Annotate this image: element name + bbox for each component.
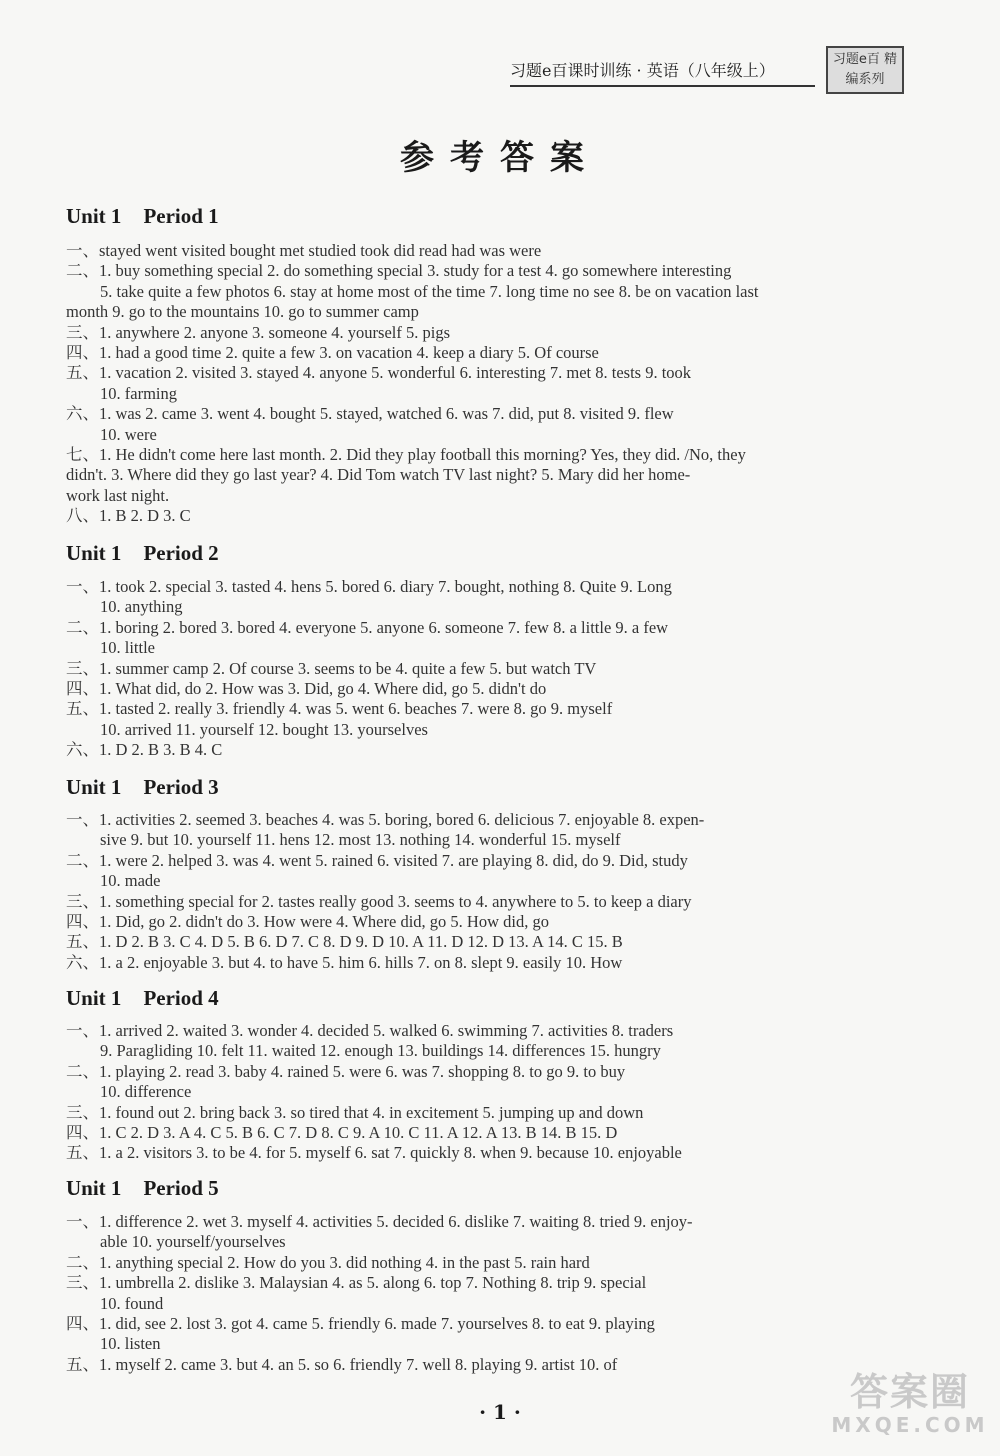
page-title: 参考答案 [400,138,600,178]
answer-line: 四、1. C 2. D 3. A 4. C 5. B 6. C 7. D 8. C 9. A 10. C 11. A 12. A 13. B 14. B 15. D [66,1122,618,1142]
answer-line: 五、1. a 2. visitors 3. to be 4. for 5. myself 6. sat 7. quickly 8. when 9. because 10. enjoyable [66,1143,682,1163]
answer-line: 七、1. He didn't come here last month. 2. Did they play football this morning? Yes, they did. /No, they [66,444,746,464]
period-label: Period 4 [143,986,219,1010]
answer-line: 10. found [100,1293,164,1313]
answer-line: 五、1. vacation 2. visited 3. stayed 4. anyone 5. wonderful 6. interesting 7. met 8. tests 9. took [66,363,692,383]
answer-block [66,577,906,761]
unit-label: Unit 1 [66,775,122,799]
answer-line: 四、1. had a good time 2. quite a few 3. on vacation 4. keep a diary 5. Of course [66,342,599,362]
answer-line: 三、1. something special for 2. tastes really good 3. seems to 4. anywhere to 5. to keep a diary [66,891,692,911]
period-label: Period 3 [143,775,219,799]
section-heading [66,986,219,1011]
answer-line: 八、1. B 2. D 3. C [66,506,191,526]
unit-label: Unit 1 [66,541,122,565]
answer-block [66,810,906,973]
unit-label: Unit 1 [66,986,122,1010]
answer-line: 一、1. activities 2. seemed 3. beaches 4. was 5. boring, bored 6. delicious 7. enjoyable 8. expen- [66,810,705,829]
answer-line: 三、1. found out 2. bring back 3. so tired that 4. in excitement 5. jumping up and down [66,1102,644,1122]
answer-line: work last night. [66,485,170,505]
answer-line: 一、1. took 2. special 3. tasted 4. hens 5. bored 6. diary 7. bought, nothing 8. Quite 9. Long [66,577,672,596]
answer-line: 二、1. playing 2. read 3. baby 4. rained 5. were 6. was 7. shopping 8. to go 9. to buy [66,1061,626,1081]
answer-line: month 9. go to the mountains 10. go to summer camp [66,302,419,322]
answer-line: 10. listen [100,1334,161,1354]
answer-line: 二、1. buy something special 2. do something special 3. study for a test 4. go somewhere interesting [66,261,732,281]
answer-line: 四、1. Did, go 2. didn't do 3. How were 4. Where did, go 5. How did, go [66,911,549,931]
answer-line: 四、1. did, see 2. lost 3. got 4. came 5. friendly 6. made 7. yourselves 8. to eat 9. playing [66,1313,655,1333]
answer-block [66,241,906,526]
answer-line: didn't. 3. Where did they go last year? 4. Did Tom watch TV last night? 5. Mary did her home- [66,465,691,485]
page-number: · 1 · [479,1400,521,1424]
answer-line: 六、1. a 2. enjoyable 3. but 4. to have 5. him 6. hills 7. on 8. slept 9. easily 10. How [66,952,623,972]
watermark-text: 答案圈 [849,1370,970,1414]
answer-line: 五、1. myself 2. came 3. but 4. an 5. so 6. friendly 7. well 8. playing 9. artist 10. of [66,1354,618,1374]
watermark-logo [830,1370,990,1450]
answer-line: 9. Paragliding 10. felt 11. waited 12. enough 13. buildings 14. differences 15. hungry [100,1041,661,1061]
answer-line: 二、1. were 2. helped 3. was 4. went 5. rained 6. visited 7. are playing 8. did, do 9. Did, study [66,850,688,870]
unit-label: Unit 1 [66,1176,122,1200]
answer-line: 五、1. D 2. B 3. C 4. D 5. B 6. D 7. C 8. D 9. D 10. A 11. D 12. D 13. A 14. C 15. B [66,932,623,952]
answer-line: 六、1. was 2. came 3. went 4. bought 5. stayed, watched 6. was 7. did, put 8. visited 9. flew [66,404,674,424]
period-label: Period 1 [143,204,219,228]
period-label: Period 5 [143,1176,219,1200]
running-header: 习题e百课时训练 · 英语（八年级上） [510,58,815,87]
answer-line: 5. take quite a few photos 6. stay at home most of the time 7. long time no see 8. be on vacation last [100,281,759,301]
answer-line: 一、1. difference 2. wet 3. myself 4. activities 5. decided 6. dislike 7. waiting 8. tried 9. enjoy- [66,1212,693,1231]
answer-line: sive 9. but 10. yourself 11. hens 12. most 13. nothing 14. wonderful 15. myself [100,830,621,850]
period-label: Period 2 [143,541,219,565]
answer-line: 10. farming [100,383,177,403]
answer-line: 三、1. summer camp 2. Of course 3. seems to be 4. quite a few 5. but watch TV [66,658,597,678]
answer-line: 二、1. anything special 2. How do you 3. did nothing 4. in the past 5. rain hard [66,1252,590,1272]
section-heading [66,541,219,566]
answer-line: 10. made [100,871,161,891]
answer-line: 一、stayed went visited bought met studied took did read had was were [66,241,542,260]
answer-line: 二、1. boring 2. bored 3. bored 4. everyone 5. anyone 6. someone 7. few 8. a little 9. a few [66,617,669,637]
answer-line: 三、1. umbrella 2. dislike 3. Malaysian 4. as 5. along 6. top 7. Nothing 8. trip 9. special [66,1273,647,1293]
answer-line: 六、1. D 2. B 3. B 4. C [66,740,223,760]
answer-line: 五、1. tasted 2. really 3. friendly 4. was 5. went 6. beaches 7. were 8. go 9. myself [66,699,613,719]
section-heading [66,1176,219,1201]
section-heading [66,204,219,229]
answer-block [66,1021,906,1164]
answer-line: 三、1. anywhere 2. anyone 3. someone 4. yourself 5. pigs [66,322,451,342]
answer-line: 10. little [100,638,155,658]
series-logo: 习题e百 精编系列 [826,46,904,94]
unit-label: Unit 1 [66,204,122,228]
answer-line: 10. difference [100,1082,192,1102]
answer-block [66,1212,906,1375]
watermark-url: MXQE.COM [831,1413,989,1437]
answer-line: 10. arrived 11. yourself 12. bought 13. yourselves [100,719,428,739]
answer-line: 10. anything [100,597,183,617]
answer-line: 10. were [100,424,157,444]
answer-line: 四、1. What did, do 2. How was 3. Did, go 4. Where did, go 5. didn't do [66,678,547,698]
section-heading [66,775,219,800]
answer-line: able 10. yourself/yourselves [100,1232,286,1252]
answer-line: 一、1. arrived 2. waited 3. wonder 4. decided 5. walked 6. swimming 7. activities 8. traders [66,1021,674,1040]
